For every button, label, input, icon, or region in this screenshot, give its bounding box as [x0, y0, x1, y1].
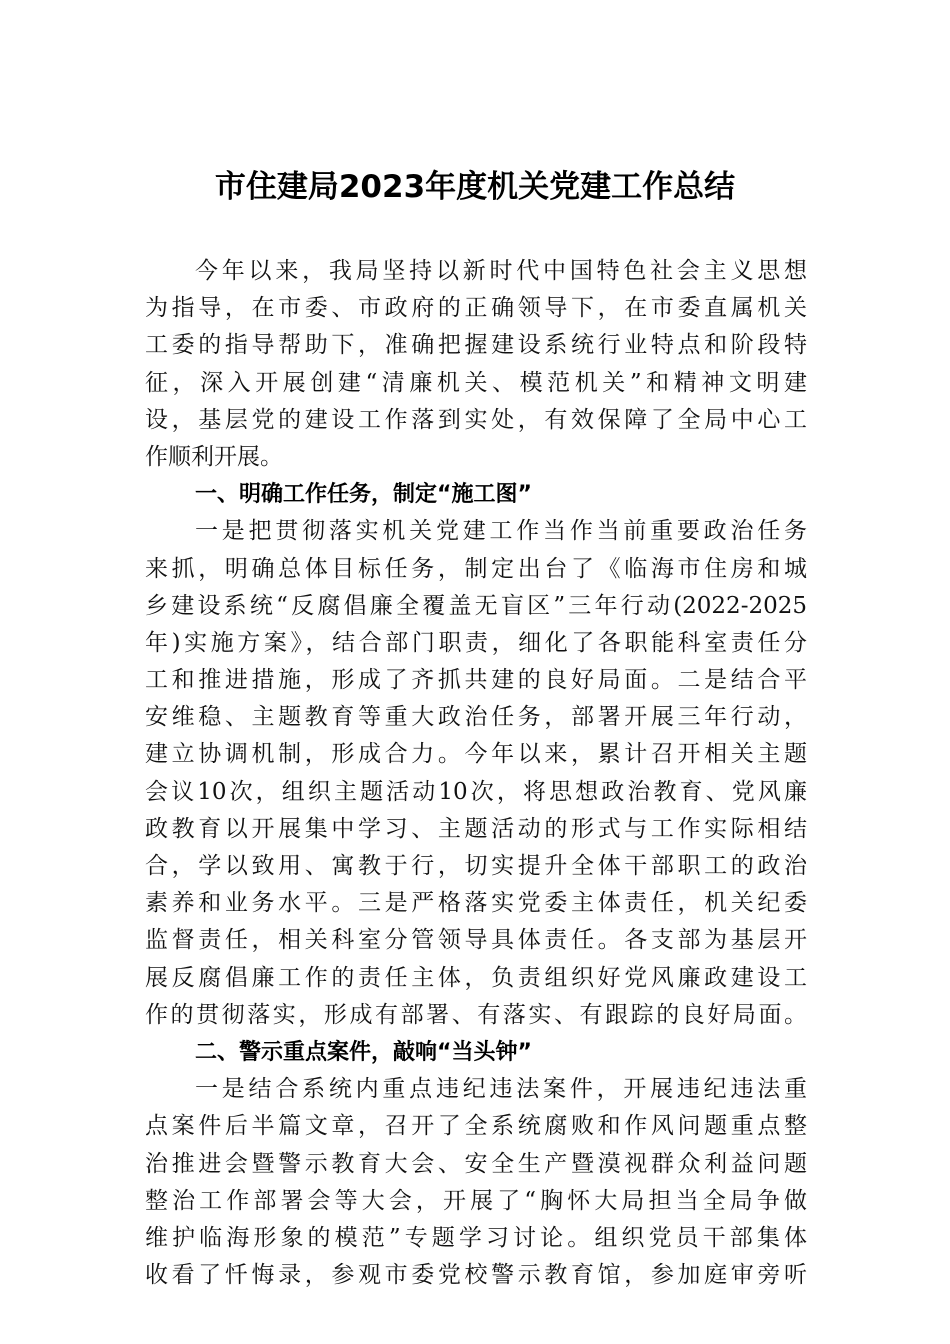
text-line: 监督责任，相关科室分管领导具体责任。各支部为基层开 [145, 927, 807, 954]
text-line: 征，深入开展创建“清廉机关、模范机关”和精神文明建 [145, 369, 807, 396]
text-line: 会议10次，组织主题活动10次，将思想政治教育、党风廉 [145, 778, 807, 805]
text-line: 建立协调机制，形成合力。今年以来，累计召开相关主题 [145, 741, 807, 768]
text-line: 点案件后半篇文章，召开了全系统腐败和作风问题重点整 [145, 1113, 807, 1140]
text-line: 作顺利开展。 [145, 443, 283, 470]
text-line: 乡建设系统“反腐倡廉全覆盖无盲区”三年行动(2022-2025 [145, 592, 807, 619]
text-line: 维护临海形象的模范”专题学习讨论。组织党员干部集体 [145, 1224, 807, 1251]
text-line: 设，基层党的建设工作落到实处，有效保障了全局中心工 [145, 406, 807, 433]
text-line: 治推进会暨警示教育大会、安全生产暨漠视群众利益问题 [145, 1150, 807, 1177]
text-line: 收看了忏悔录，参观市委党校警示教育馆，参加庭审旁听 [145, 1262, 807, 1289]
text-line: 工和推进措施，形成了齐抓共建的良好局面。二是结合平 [145, 667, 807, 694]
text-line: 一是把贯彻落实机关党建工作当作当前重要政治任务 [195, 518, 807, 545]
text-line: 政教育以开展集中学习、主题活动的形式与工作实际相结 [145, 815, 807, 842]
text-line: 工委的指导帮助下，准确把握建设系统行业特点和阶段特 [145, 332, 807, 359]
document-body [145, 253, 807, 1294]
document-title: 市住建局2023年度机关党建工作总结 [214, 169, 736, 205]
text-line: 作的贯彻落实，形成有部署、有落实、有跟踪的良好局面。 [145, 1001, 807, 1028]
text-line: 来抓，明确总体目标任务，制定出台了《临海市住房和城 [145, 555, 807, 582]
section-heading: 一、明确工作任务，制定“施工图” [195, 482, 532, 508]
text-line: 合，学以致用、寓教于行，切实提升全体干部职工的政治 [145, 853, 807, 879]
text-line: 安维稳、主题教育等重大政治任务，部署开展三年行动， [145, 704, 807, 731]
text-line: 年)实施方案》，结合部门职责，细化了各职能科室责任分 [145, 629, 807, 656]
text-line: 整治工作部署会等大会，开展了“胸怀大局担当全局争做 [145, 1187, 807, 1214]
text-line: 为指导，在市委、市政府的正确领导下，在市委直属机关 [145, 295, 807, 322]
text-line: 今年以来，我局坚持以新时代中国特色社会主义思想 [195, 258, 807, 284]
section-heading: 二、警示重点案件，敲响“当头钟” [195, 1039, 532, 1065]
text-line: 展反腐倡廉工作的责任主体，负责组织好党风廉政建设工 [145, 964, 807, 991]
text-line: 素养和业务水平。三是严格落实党委主体责任，机关纪委 [145, 890, 807, 917]
text-line: 一是结合系统内重点违纪违法案件，开展违纪违法重 [195, 1076, 807, 1103]
